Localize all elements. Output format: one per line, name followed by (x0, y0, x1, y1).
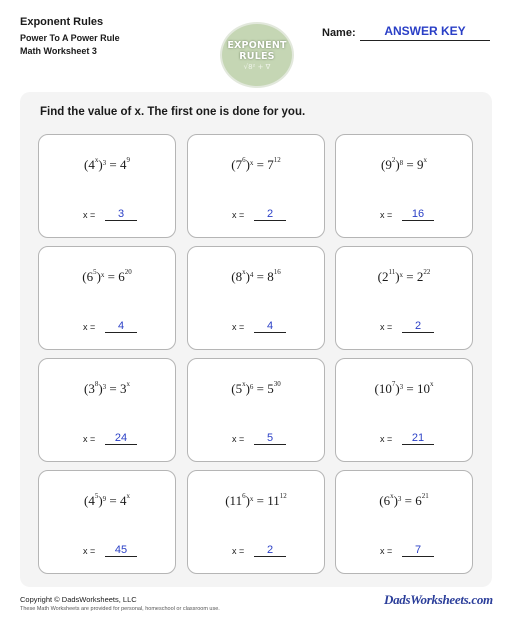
answer-label: x = (380, 434, 393, 444)
result-base: 7 (267, 157, 274, 172)
result-exponent: 22 (423, 268, 431, 276)
result-exponent: 21 (421, 492, 429, 500)
answer-value: 3 (105, 208, 137, 221)
answer-key-label: ANSWER KEY (384, 24, 466, 38)
answer-value: 4 (105, 320, 137, 333)
name-label: Name: (322, 27, 356, 39)
worksheet-header (20, 16, 120, 59)
answer-row (232, 433, 286, 446)
result-base: 10 (417, 381, 431, 396)
disclaimer: These Math Worksheets are provided for personal, homeschool or classroom use. (20, 606, 220, 612)
answer-value: 45 (105, 544, 137, 557)
result-base: 6 (118, 269, 125, 284)
equation-base: 8 (235, 269, 243, 284)
answer-value: 5 (254, 432, 286, 445)
answer-label: x = (380, 546, 393, 556)
equation-base: 4 (88, 157, 95, 172)
outer-exponent: 9 (102, 495, 107, 503)
answer-label: x = (232, 434, 245, 444)
equation-base: 6 (383, 493, 391, 508)
equation: $(5^x)^6 = 5^{30}$ (231, 380, 281, 396)
result-exponent: 9 (126, 156, 131, 164)
logo-line-1: EXPONENT (227, 39, 287, 51)
equation-base: 5 (235, 381, 243, 396)
outer-exponent: 3 (102, 159, 107, 167)
inner-exponent: 2 (391, 156, 396, 164)
result-base: 11 (267, 493, 280, 508)
answer-value: 2 (254, 544, 286, 557)
answer-label: x = (83, 322, 96, 332)
result-exponent: x (423, 156, 428, 164)
result-base: 6 (415, 493, 422, 508)
answer-row (83, 433, 137, 446)
answer-row (83, 209, 137, 222)
inner-exponent: x (390, 492, 394, 500)
equation: $(4^x)^3 = 4^9$ (83, 156, 131, 172)
result-exponent: x (126, 492, 131, 500)
inner-exponent: 11 (388, 268, 396, 276)
inner-exponent: 8 (94, 380, 99, 388)
footer (20, 595, 220, 612)
result-exponent: 30 (273, 380, 281, 388)
equation-base: 4 (88, 493, 95, 508)
answer-value: 2 (254, 208, 286, 221)
answer-label: x = (380, 322, 393, 332)
equation: $(2^{11})^x = 2^{22}$ (377, 268, 431, 284)
inner-exponent: x (242, 268, 246, 276)
instructions: Find the value of x. The first one is done for you. (40, 106, 306, 118)
outer-exponent: 3 (102, 383, 107, 391)
result-exponent: x (430, 380, 434, 388)
brand-logo: DadsWorksheets.com (384, 592, 493, 607)
answer-value: 21 (402, 432, 434, 445)
result-base: 9 (417, 157, 424, 172)
answer-row (380, 321, 434, 334)
answer-value: 2 (402, 320, 434, 333)
problem-box (335, 358, 473, 462)
problem-box (335, 246, 473, 350)
equation: $(6^5)^x = 6^{20}$ (82, 268, 132, 284)
problem-box (38, 134, 176, 238)
answer-label: x = (232, 322, 245, 332)
inner-exponent: 7 (391, 380, 396, 388)
copyright: Copyright © DadsWorksheets, LLC (20, 595, 137, 604)
result-base: 4 (120, 493, 127, 508)
equation-base: 11 (229, 493, 243, 508)
problem-box (38, 246, 176, 350)
equation-base: 9 (385, 157, 392, 172)
result-base: 5 (267, 381, 274, 396)
answer-label: x = (83, 546, 96, 556)
outer-exponent: 6 (249, 383, 254, 391)
equation-base: 3 (88, 381, 95, 396)
outer-exponent: x (100, 271, 105, 279)
equation: $(9^2)^8 = 9^x$ (380, 156, 428, 172)
equation: $(8^x)^4 = 8^{16}$ (231, 268, 281, 284)
equation-base: 6 (86, 269, 94, 284)
worksheet-title: Exponent Rules (20, 16, 104, 28)
equation: $(6^x)^3 = 6^{21}$ (379, 492, 429, 508)
answer-value: 16 (402, 208, 434, 221)
worksheet-number: Math Worksheet 3 (20, 46, 97, 56)
result-exponent: 20 (124, 268, 132, 276)
problem-box (38, 470, 176, 574)
inner-exponent: x (94, 156, 99, 164)
result-base: 8 (267, 269, 274, 284)
result-base: 4 (120, 157, 127, 172)
result-exponent: 12 (273, 156, 281, 164)
answer-value: 4 (254, 320, 286, 333)
equation: $(10^7)^3 = 10^x$ (374, 380, 434, 396)
answer-row (83, 321, 137, 334)
equation-base: 2 (381, 269, 389, 284)
answer-row (232, 545, 286, 558)
answer-row (380, 545, 434, 558)
answer-label: x = (232, 546, 245, 556)
equation-base: 7 (235, 157, 243, 172)
result-exponent: 16 (273, 268, 281, 276)
worksheet-subtitle: Power To A Power Rule (20, 33, 120, 43)
answer-row (380, 433, 434, 446)
problem-box (38, 358, 176, 462)
problem-box (187, 134, 325, 238)
outer-exponent: x (249, 495, 254, 503)
answer-row (232, 209, 286, 222)
problem-box (335, 470, 473, 574)
inner-exponent: 6 (242, 492, 246, 500)
answer-label: x = (232, 210, 245, 220)
equation: $(3^8)^3 = 3^x$ (83, 380, 131, 396)
equation-base: 10 (378, 381, 392, 396)
logo-decoration: √8² + ∇ (243, 62, 271, 71)
result-base: 3 (120, 381, 127, 396)
equation: $(4^5)^9 = 4^x$ (83, 492, 131, 508)
answer-row (232, 321, 286, 334)
answer-row (380, 209, 434, 222)
result-exponent: x (126, 380, 131, 388)
problem-box (187, 470, 325, 574)
result-exponent: 12 (279, 492, 287, 500)
answer-label: x = (83, 434, 96, 444)
outer-exponent: x (249, 159, 254, 167)
outer-exponent: 4 (249, 271, 254, 279)
problem-box (187, 358, 325, 462)
answer-label: x = (380, 210, 393, 220)
outer-exponent: x (399, 271, 404, 279)
exponent-rules-logo (220, 22, 294, 88)
equation: $(7^6)^x = 7^{12}$ (231, 156, 281, 172)
problem-box (335, 134, 473, 238)
inner-exponent: 5 (94, 492, 99, 500)
name-area (322, 24, 492, 44)
result-base: 2 (416, 269, 424, 284)
inner-exponent: x (242, 380, 246, 388)
answer-value: 24 (105, 432, 137, 445)
name-line (360, 40, 490, 41)
inner-exponent: 6 (242, 156, 246, 164)
equation: $(11^6)^x = 11^{12}$ (225, 492, 287, 508)
logo-line-2: RULES (239, 50, 275, 62)
problem-box (187, 246, 325, 350)
outer-exponent: 8 (399, 159, 404, 167)
outer-exponent: 3 (399, 383, 404, 391)
answer-row (83, 545, 137, 558)
outer-exponent: 3 (397, 495, 402, 503)
answer-label: x = (83, 210, 96, 220)
answer-value: 7 (402, 544, 434, 557)
inner-exponent: 5 (93, 268, 97, 276)
